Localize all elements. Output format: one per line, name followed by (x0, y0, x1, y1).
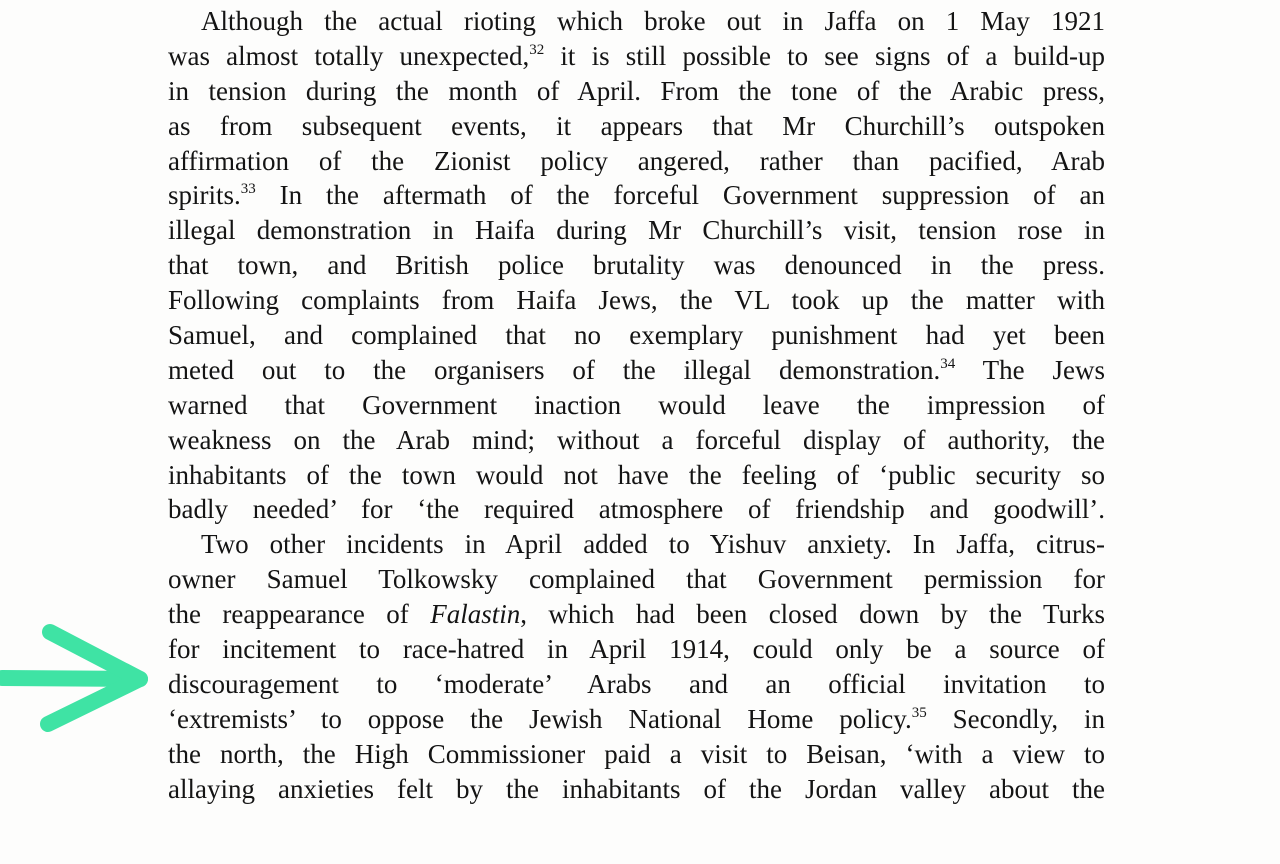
text-line: Samuel, and complained that no exemplary punishment had yet been (168, 320, 1105, 351)
paragraph-1 (168, 4, 1105, 527)
footnote-ref-34: 34 (940, 355, 956, 372)
line-text: spirits. (168, 180, 241, 211)
text-line (168, 702, 1105, 737)
text-line: Following complaints from Haifa Jews, the VL took up the matter with (168, 285, 1105, 316)
line-text: meted out to the organisers of the illegal demonstration. (168, 354, 941, 385)
text-line: weakness on the Arab mind; without a forceful display of authority, the (168, 424, 1105, 455)
line-text: the reappearance of (168, 599, 431, 630)
line-text: ‘extremists’ to oppose the Jewish National Home policy. (168, 703, 912, 734)
text-line (168, 353, 1105, 388)
text-line: Although the actual rioting which broke out in Jaffa on 1 May 1921 (201, 6, 1105, 36)
body-text (168, 4, 1105, 806)
text-line: warned that Government inaction would leave the impression of (168, 389, 1105, 420)
arrow-shaft (2, 678, 140, 679)
text-line: the north, the High Commissioner paid a visit to Beisan, ‘with a view to (168, 738, 1105, 769)
footnote-ref-33: 33 (240, 181, 256, 198)
text-line: illegal demonstration in Haifa during Mr Churchill’s visit, tension rose in (168, 215, 1105, 246)
cropped-previous-line (250, 0, 950, 3)
line-text: The Jews (955, 354, 1105, 385)
newspaper-title: Falastin (430, 599, 521, 630)
line-text: , which had been closed down by the Turks (520, 599, 1105, 630)
text-line: that town, and British police brutality was denounced in the press. (168, 250, 1105, 281)
paragraph-2 (168, 527, 1105, 806)
text-line: as from subsequent events, it appears that Mr Churchill’s outspoken (168, 110, 1105, 141)
text-line: affirmation of the Zionist policy angered, rather than pacified, Arab (168, 145, 1105, 176)
text-line: in tension during the month of April. From the tone of the Arabic press, (168, 75, 1105, 106)
line-text: was almost totally unexpected, (168, 40, 530, 71)
footnote-ref-32: 32 (529, 41, 545, 58)
footnote-ref-35: 35 (911, 704, 927, 721)
text-line (168, 597, 1105, 632)
text-line: badly needed’ for ‘the required atmosphere of friendship and goodwill’. (168, 494, 1105, 525)
line-text: it is still possible to see signs of a build-up (544, 40, 1105, 71)
text-line: inhabitants of the town would not have the feeling of ‘public security so (168, 459, 1105, 490)
text-line (168, 39, 1105, 74)
text-line: owner Samuel Tolkowsky complained that Government permission for (168, 564, 1105, 595)
text-line-highlighted: discouragement to ‘moderate’ Arabs and an official invitation to (168, 668, 1105, 699)
right-arrow-icon (0, 622, 160, 734)
text-line: allaying anxieties felt by the inhabitants of the Jordan valley about the (168, 773, 1105, 804)
text-line: Two other incidents in April added to Yishuv anxiety. In Jaffa, citrus- (201, 529, 1105, 560)
text-line: for incitement to race-hatred in April 1914, could only be a source of (168, 634, 1105, 665)
text-line (168, 178, 1105, 213)
line-text: In the aftermath of the forceful Government suppression of an (255, 180, 1105, 211)
line-text: Secondly, in (926, 703, 1106, 734)
